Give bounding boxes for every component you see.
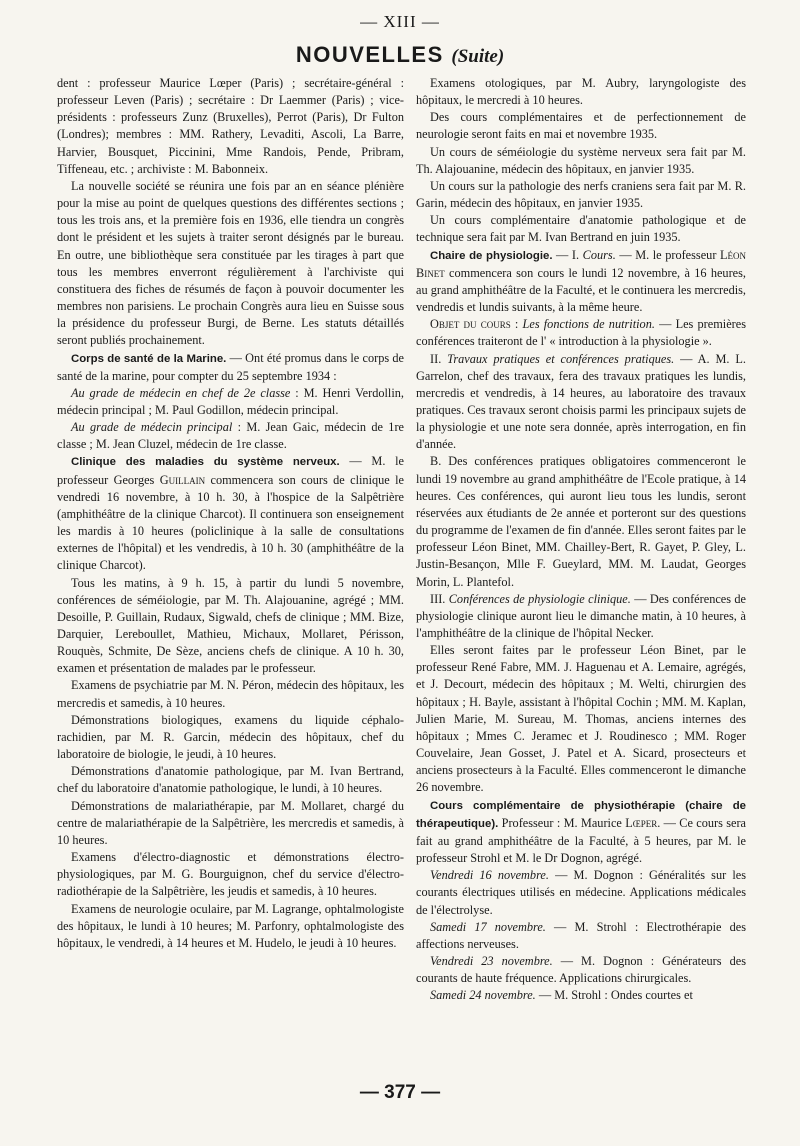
section-title	[0, 42, 800, 68]
paragraph-intervenants: Elles seront faites par le professeur Léon Binet, par le professeur René Fabre, MM. J. Haguenau et A. Lemaire, agrégés, et J. Decourt, médecin des hôpitaux ; M. Welti, chirurgien des hôpitaux ; H. Bayle, assistant à l'hôpital Cochin ; MM. M. Kaplan, Julien Marie, M. Sureau, M. Thomas, anciens internes des hôpitaux ; Mmes C. Jeramec et J. Roudinesco ; MM. Roger Couvelaire, Jean Gosset, J. Patel et A. Sicard, prosecteurs et anciens prosecteurs à la Faculté. Elles commenceront le dimanche 26 novembre.	[416, 643, 746, 795]
heading-physiotherapie: Cours complémentaire de physiothérapie (chaire de thérapeutique).	[416, 799, 746, 830]
paragraph-marine-grade-1: Au grade de médecin en chef de 2e classe : M. Henri Verdollin, médecin principal ; M. Paul Godillon, médecin principal.	[57, 385, 404, 417]
paragraph-date-17: Samedi 17 novembre. — M. Strohl : Electrothérapie des affections nerveuses.	[416, 919, 747, 951]
paragraph-otologiques: Examens otologiques, par M. Aubry, laryngologiste des hôpitaux, le mercredi à 10 heures.	[416, 76, 746, 108]
page-number: — 377 —	[359, 1082, 441, 1103]
paragraph-psychiatrie: Examens de psychiatrie par M. N. Péron, médecin des hôpitaux, les mercredis et samedis, à 10 heures.	[57, 678, 404, 710]
paragraph-date-23: Vendredi 23 novembre. — M. Dognon : Générateurs des courants de haute fréquence. Applications chirurgicales.	[416, 953, 746, 986]
section-title-main: NOUVELLES	[295, 42, 444, 67]
heading-physiologie: Chaire de physiologie.	[430, 249, 553, 262]
paragraph-matins: Tous les matins, à 9 h. 15, à partir du lundi 5 novembre, conférences de séméiologie, par M. Th. Alajouanine, agrégé ; MM. Desoille, P. Guillain, Rudaux, Sigwald, chefs de clinique ; MM. Bize, Darquier, Lereboullet, Mathieu, Michaux, Mollaret, Périsson, Rouquès, Schmite, De Sèze, anciens chefs de clinique. A 10 h. 30, examen et présentation de malades par le professeur.	[57, 575, 404, 676]
paragraph-oculaire: Examens de neurologie oculaire, par M. Lagrange, ophtalmologiste des hôpitaux, le lundi à 10 heures; M. Parfonry, ophtalmologiste des hôpitaux, le vendredi, à 14 heures et M. Hudelo, le jeudi à 10 heures.	[57, 901, 404, 950]
paragraph-anatomie: Démonstrations d'anatomie pathologique, par M. Ivan Bertrand, chef du laboratoire d'anatomie pathologique, le lundi, à 10 heures.	[57, 764, 404, 796]
paragraph-marine: Corps de santé de la Marine. — Ont été promus dans le corps de santé de la marine, pour compter du 25 septembre 1934 :	[57, 350, 405, 383]
paragraph-complementaires: Des cours complémentaires et de perfectionnement de neurologie seront faits en mai et novembre 1935.	[416, 110, 746, 142]
paragraph-date-24: Samedi 24 novembre. — M. Strohl : Ondes courtes et	[430, 988, 693, 1003]
left-column	[57, 75, 404, 952]
paragraph-society-members: dent : professeur Maurice Lœper (Paris) ; secrétaire-général : professeur Leven (Paris) ; secrétaire : Dr Laemmer (Paris) ; vice-présidents : professeurs Zunz (Bruxelles), Perrot (Paris), Dr Fulton (Londres); membres : MM. Rathery, Levaditi, Ascoli, La Barre, Harvier, Bousquet, Piccinini, Mme Randois, Pende, Pribram, Tiffeneau, etc. ; archiviste : M. Babonneix.	[57, 76, 404, 176]
paragraph-biologie: Démonstrations biologiques, examens du liquide céphalo-rachidien, par M. R. Garcin, médecin des hôpitaux, chef du laboratoire de biologie, le jeudi, à 10 heures.	[57, 712, 404, 762]
paragraph-nerfs-craniens: Un cours sur la pathologie des nerfs craniens sera fait par M. R. Garin, médecin des hôpitaux, en janvier 1935.	[416, 178, 746, 211]
paragraph-anatomie-compl: Un cours complémentaire d'anatomie pathologique et de technique sera fait par M. Ivan Bertrand en juin 1935.	[416, 213, 746, 245]
paragraph-conferences-b: B. Des conférences pratiques obligatoires commenceront le lundi 19 novembre au grand amphithéâtre de l'Ecole pratique, à 14 heures. Ces conférences, qui auront lieu tous les lundis, seront réservées aux étudiants de 2e année et porteront sur des questions du programme de l'examen de fin d'année. Elles seront faites par le professeur Léon Binet, MM. Chailley-Bert, R. Gayet, P. Gley, L. Justin-Besançon, Mlle F. Gueylard, MM. M. Laudat, Georges Morin, L. Plantefol.	[416, 454, 746, 589]
paragraph-physiologie-clinique: III. Conférences de physiologie clinique. — Des conférences de physiologie clinique auront lieu le dimanche matin, à 10 heures, à l'amphithéâtre de la clinique de l'hôpital Necker.	[416, 591, 747, 640]
paragraph-society-plans: La nouvelle société se réunira une fois par an en séance plénière pour la mise au point de quelques questions des différentes sections ; tous les trois ans, et la première fois en 1936, elle tiendra un congrès dont le président et les sujets à traiter seront désignés par le bureau. En outre, une bibliothèque sera constituée par les tirages à part que tous les membres enverront régulièrement à l'archiviste qui constituera des fiches de résumés de façon à pouvoir documenter les membres non parisiens. Le prochain Congrès aura lieu en Suisse sous la présidence du professeur Burgi, de Berne. Les statuts détaillés seront publiés prochainement.	[57, 178, 404, 348]
paragraph-physiologie: Chaire de physiologie. — I. Cours. — M. le professeur Léon Binet commencera son cours le lundi 12 novembre, à 16 heures, au grand amphithéâtre de la Faculté, et le continuera les mercredis, vendredis et lundis suivants, à la même heure.	[416, 247, 746, 315]
paragraph-electro: Examens d'électro-diagnostic et démonstrations électro-physiologiques, par M. G. Bourguignon, chef du service d'électro-radiothérapie de la Salpêtrière, les jeudis et samedis, à 10 heures.	[57, 850, 404, 899]
right-column	[416, 75, 746, 1004]
paragraph-malariatherapie: Démonstrations de malariathérapie, par M. Mollaret, chargé du centre de malariathérapie de la Salpêtrière, les mercredis et samedis, à 10 heures.	[57, 798, 404, 847]
paragraph-date-16: Vendredi 16 novembre. — M. Dognon : Généralités sur les courants électriques utilisés en médecine. Applications médicales de l'électrolyse.	[416, 868, 746, 917]
roman-folio: — XIII —	[360, 12, 440, 31]
heading-marine: Corps de santé de la Marine.	[71, 352, 227, 365]
paragraph-travaux-pratiques: II. Travaux pratiques et conférences pratiques. — A. M. L. Garrelon, chef des travaux, fera des travaux pratiques les lundis, mercredis et vendredis, à 14 heures, au laboratoire des travaux pratiques. Ces travaux seront choisis parmi les principaux sujets de la physiologie et une note sera donnée, après interrogation, en fin d'année.	[416, 351, 746, 452]
heading-clinique: Clinique des maladies du système nerveux.	[71, 456, 340, 469]
paragraph-objet-cours: Objet du cours : Les fonctions de nutrition. — Les premières conférences traiteront de l' « introduction à la physiologie ».	[416, 317, 746, 349]
paragraph-clinique: Clinique des maladies du système nerveux. — M. le professeur Georges Guillain commencera son cours de clinique le vendredi 16 novembre, à 10 h. 30, à l'hospice de la Salpêtrière (amphithéâtre de la clinique Charcot). Il continuera son enseignement les mardis à 10 heures (policlinique à la salle de consultations externes de l'hôpital) et les vendredis, à 10 h. 30 (amphithéâtre de la clinique Charcot).	[57, 454, 404, 573]
paragraph-semeiologie: Un cours de séméiologie du système nerveux sera fait par M. Th. Alajouanine, médecin des hôpitaux, en janvier 1935.	[416, 144, 746, 176]
section-title-suite: (Suite)	[451, 46, 505, 67]
paragraph-marine-grade-2: Au grade de médecin principal : M. Jean Gaic, médecin de 1re classe ; M. Jean Cluzel, médecin de 1re classe.	[57, 420, 405, 452]
paragraph-physiotherapie: Cours complémentaire de physiothérapie (chaire de thérapeutique). Professeur : M. Maurice Lœper. — Ce cours sera fait au grand amphithéâtre de la Faculté, à 5 heures, par M. le professeur Strohl et M. le Dr Dognon, agrégé.	[416, 799, 746, 866]
